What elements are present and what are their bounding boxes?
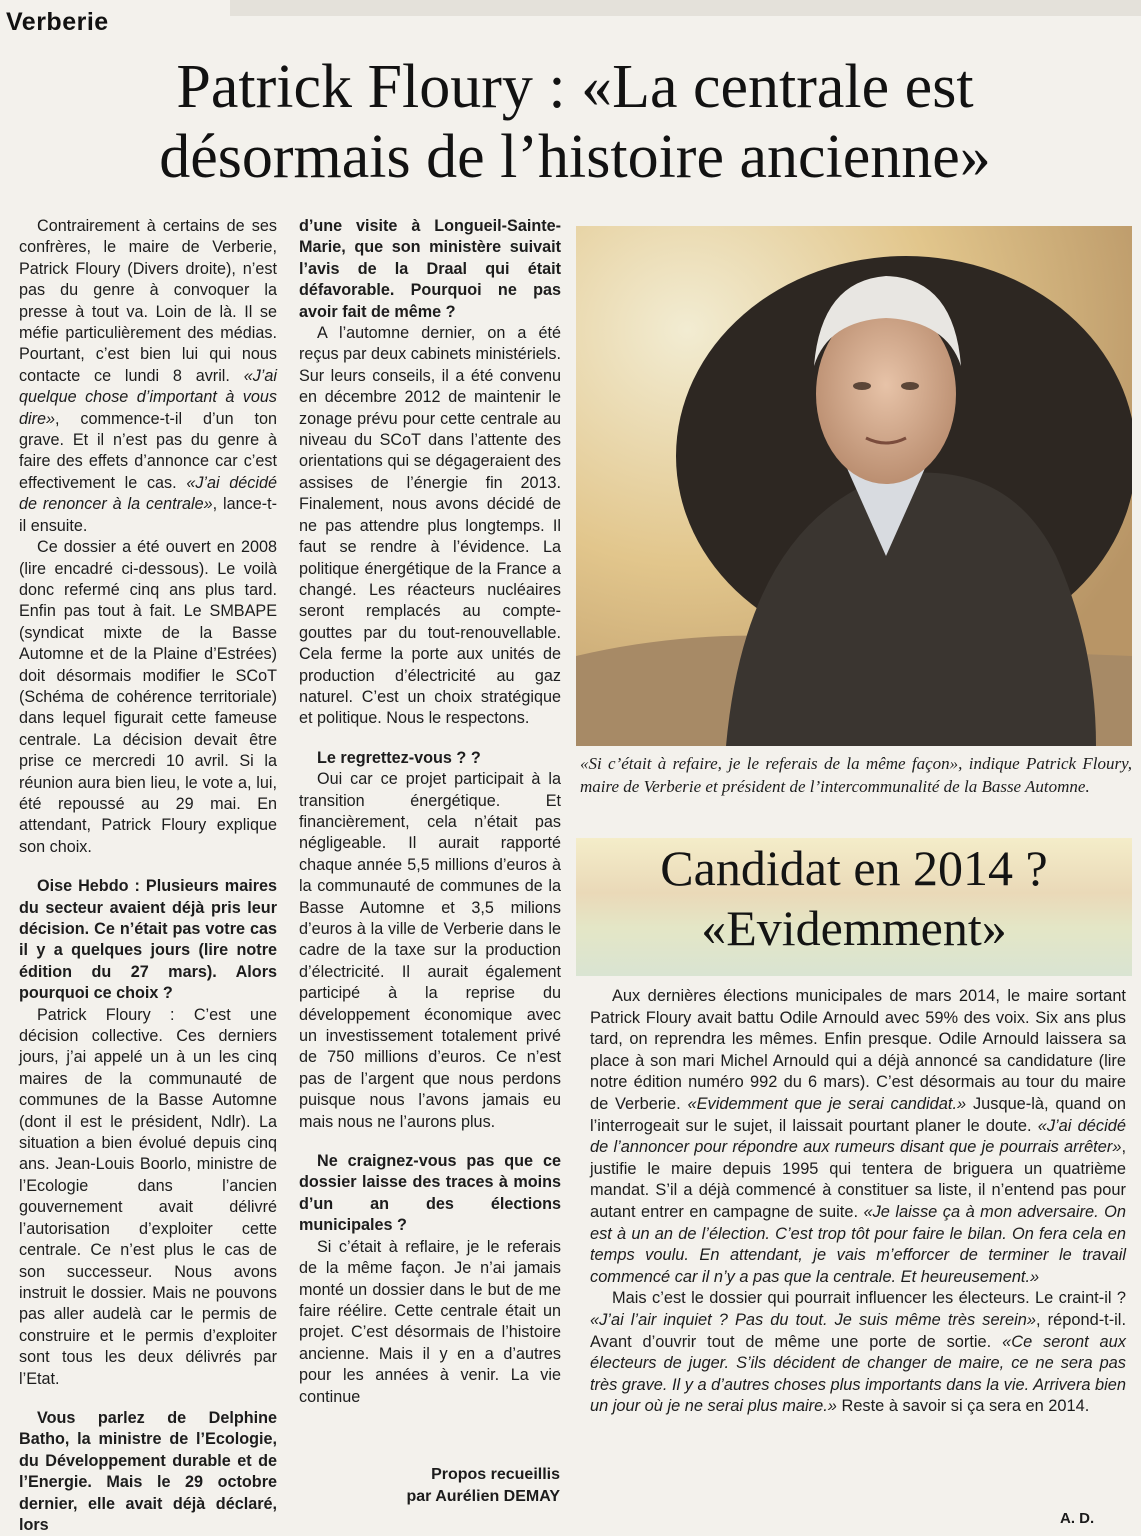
headline-line-2: désormais de l’histoire ancienne» [159, 123, 991, 191]
answer-4: Si c’était à reflaire, je le referais de la même façon. Je n’ai jamais monté un dossier dans le but de me faire réélire. Cette centrale était un projet. C’est désormais de l’histoire ancienne. Mais il y en a d’autres pour les années à venir. La vie continue [299, 1237, 561, 1406]
intro-quote-2: «J’ai décidé de renoncer à la centrale» [19, 473, 277, 514]
sidebar-quote-3: «Je laisse ça à mon adversaire. On est à un an de l’élection. C’est trop tôt pour faire le bilan. On fera cela en temps voulu. En attendant, je vais m’efforcer de terminer le travail commencé car il n’y a pas que la centrale. Et heureusement.» [590, 1202, 1126, 1286]
sidebar-quote-1: «Evidemment que je serai candidat.» [687, 1094, 967, 1113]
sidebar-quote-2: «J’ai décidé de l’annoncer pour répondre aux rumeurs disant que je pourrais arrêter» [590, 1116, 1126, 1157]
sidebar-header [576, 838, 1132, 976]
sidebar-text-6: Reste à savoir si ça sera en 2014. [836, 1397, 1090, 1416]
intro-text-2: , commence-t-il d’un ton grave. Et il n’est pas du genre à faire des effets d’annonce car c’est effectivement le cas. [19, 409, 277, 492]
byline-author: par Aurélien DEMAY [406, 1488, 560, 1505]
sidebar-text-2: Jusque-là, quand on l’interrogeait sur le sujet, il laissait pourtant planer le doute. [590, 1094, 1126, 1135]
sidebar-paragraph-2 [590, 1288, 1126, 1418]
byline [300, 1464, 560, 1508]
sidebar-title [576, 838, 1132, 958]
sidebar-quote-4: «J’ai l’air inquiet ? Pas du tout. Je suis même très serein» [590, 1310, 1037, 1329]
portrait-photo [576, 226, 1132, 746]
sidebar-text-4: Mais c’est le dossier qui pourrait influencer les électeurs. Le craint-il ? [612, 1289, 1126, 1308]
context-paragraph: Ce dossier a été ouvert en 2008 (lire encadré ci-dessous). Le voilà donc refermé cinq ans plus tard. Enfin pas tout à fait. Le SMBAPE (syndicat mixte de la Basse Automne et de la Plaine d’Estrées) doit désormais modifier le SCoT (Schéma de cohérence territoriale) dans lequel figurait cette fameuse centrale. La décision devait être prise ce mercredi 10 avril. Si la réunion aura bien lieu, le vote a, lui, été repoussé au 29 mai. En attendant, Patrick Floury explique son choix. [19, 538, 277, 856]
answer-1: Patrick Floury : C’est une décision collective. Ces derniers jours, j’ai appelé un à un les cinq maires de la communauté de communes de la Basse Automne (dont il est le président, Ndlr). La situation a bien évolué depuis cinq ans. Jean-Louis Boorlo, ministre de l’Ecologie dans l’ancien gouvernement avait délivré l’autorisation d’exploiter cette centrale. Ce n’est plus le cas de son successeur. Nous avons instruit le dossier. Mais ne pouvons pas aller audelà car le permis de construire et le permis d’exploiter sont tous les deux délivrés par l’Etat. [19, 1005, 277, 1388]
intro-text-3: , lance-t-il ensuite. [19, 495, 277, 535]
answer-3: Oui car ce projet participait à la transition énergétique. Et financièrement, cela n’était pas négligeable. Il aurait rapporté chaque année 5,5 millions d’euros à la communauté de communes de la Basse Automne et 3,5 milions d’euros à la ville de Verberie dans le cadre de la taxe sur la production d’électricité. Il aurait également participé à la reprise du développement économique avec un investissement totalement privé de 750 millions d’euros. Ce n’est pas de l’argent que nous perdons puisque nous l’avons jamais eu mais nous ne l’aurons plus. [299, 770, 561, 1131]
sidebar-body [590, 986, 1126, 1418]
sidebar-title-line-1: Candidat en 2014 ? [660, 840, 1048, 896]
sidebar-text-5: , répond-t-il. Avant d’ouvrir tout de même une porte de sortie. [590, 1310, 1126, 1351]
question-4: Ne craignez-vous pas que ce dossier laisse des traces à moins d’un an des élections municipales ? [299, 1152, 561, 1235]
question-1: Oise Hebdo : Plusieurs maires du secteur avaient déjà pris leur décision. Ce n’était pas votre cas il y a quelques jours (lire notre édition du 27 mars). Alors pourquoi ce choix ? [19, 877, 277, 1003]
sidebar-title-line-2: «Evidemment» [701, 900, 1007, 956]
answer-2: A l’automne dernier, on a été reçus par deux cabinets ministériels. Sur leurs conseils, il a été convenu en décembre 2012 de maintenir le zonage prévu pour cette centrale au niveau du SCoT dans l’attente des orientations qui se dégageraient des assises de l’énergie fin 2013. Finalement, nous avons décidé de ne pas attendre plus longtemps. Il faut se rendre à l’évidence. La politique énergétique de la France a changé. Les réacteurs nucléaires seront remplacés au compte-gouttes par du tout-renouvellable. Cela ferme la porte aux unités de production d’électricité au gaz naturel. C’est un choix stratégique et politique. Nous le respectons. [299, 324, 561, 728]
question-2-continued: d’une visite à Longueil-Sainte-Marie, que son ministère suivait l’avis de la Draal qui était défavorable. Pourquoi ne pas avoir fait de même ? [299, 217, 561, 321]
headline [20, 52, 1130, 192]
sidebar-paragraph-1 [590, 986, 1126, 1288]
photo-caption: «Si c’était à refaire, je le referais de la même façon», indique Patrick Floury, maire de Verberie et président de l’intercommunalité de la Basse Automne. [580, 754, 1132, 796]
article-column-2 [299, 216, 561, 1408]
question-2: Vous parlez de Delphine Batho, la ministre de l’Ecologie, du Développement durable et de l’Energie. Mais le 29 octobre dernier, elle avait déjà déclaré, lors [19, 1408, 277, 1534]
intro-quote-1: «J’ai quelque chose d’important à vous dire» [19, 366, 277, 428]
sidebar-text-1: Aux dernières élections municipales de mars 2014, le maire sortant Patrick Floury avait battu Odile Arnould avec 59% des voix. Six ans plus tard, on reprendra les mêmes. Enfin presque. Odile Arnould laissera sa place à son mari Michel Arnould qui a déjà annoncé sa candidature (lire notre édition numéro 992 du 6 mars). C’est désormais au tour du maire de Verberie. [590, 987, 1126, 1113]
sidebar-quote-5: «Ce seront aux électeurs de juger. S’ils décident de changer de maire, ce ne sera pas très grave. Il y a d’autres choses plus importants dans la vie. Arrivera bien un jour où je ne serai plus maire.» [590, 1332, 1126, 1416]
sidebar-text-3: , justifie le maire depuis 1995 qui tentera de briguera un quatrième mandat. S’il a déjà commencé à constituer sa liste, il n’entend pas pour autant entrer en campagne de suite. [590, 1138, 1126, 1221]
intro-paragraph [19, 216, 277, 537]
author-initials: A. D. [1060, 1510, 1095, 1527]
byline-line-1: Propos recueillis [431, 1466, 560, 1483]
top-strip [230, 0, 1141, 16]
article-column-1 [19, 216, 277, 1536]
section-rubric: Verberie [6, 8, 109, 36]
portrait-illustration [576, 226, 1132, 746]
headline-line-1: Patrick Floury : «La centrale est [176, 53, 974, 121]
question-3: Le regrettez-vous ? ? [317, 748, 481, 767]
intro-text: Contrairement à certains de ses confrères, le maire de Verberie, Patrick Floury (Divers droite), n’est pas du genre à convoquer la presse à tout va. Loin de là. Il se méfie particulièrement des médias. Pourtant, c’est bien lui qui nous contacte ce lundi 8 avril. [19, 217, 277, 385]
